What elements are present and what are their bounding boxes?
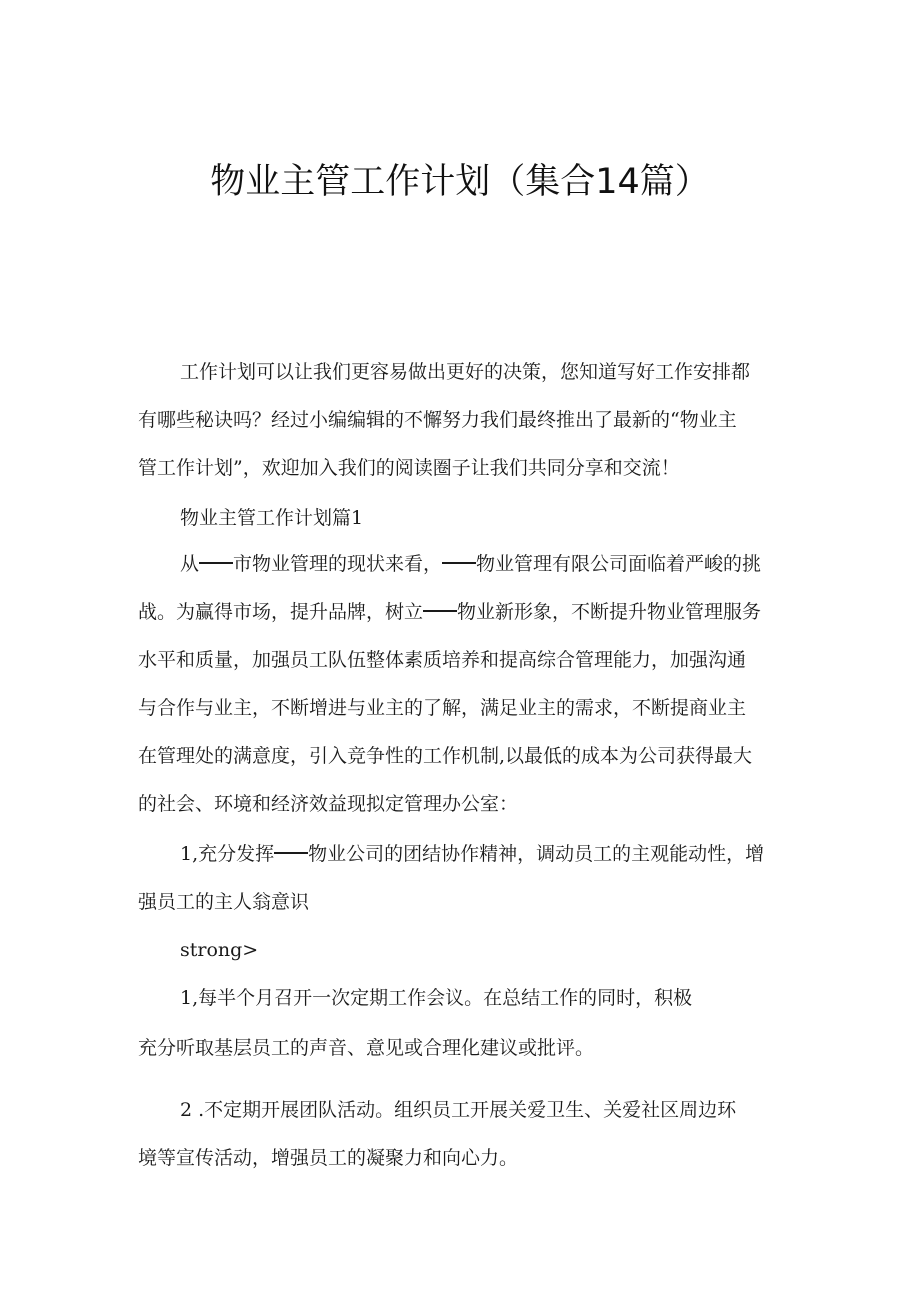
intro-line-2: 有哪些秘诀吗？经过小编编辑的不懈努力我们最终推出了最新的“物业主: [138, 409, 737, 431]
para1-line-6: 的社会、环境和经济效益现拟定管理办公室：: [138, 793, 519, 815]
sub2-line-1: 2 .不定期开展团队活动。组织员工开展关爱卫生、关爱社区周边环: [180, 1099, 737, 1121]
document-title: 物业主管工作计划（集合14篇）: [210, 162, 710, 202]
para1-line-1-part-c: 物业管理有限公司面临着严峻的挑: [476, 553, 762, 575]
para1-line-2-part-a: 战。为赢得市场，提升品牌，树立: [138, 601, 424, 623]
sub1-line-1: 1,每半个月召开一次定期工作会议。在总结工作的同时，积极: [180, 987, 693, 1009]
redacted-dash: [274, 852, 308, 854]
para1-line-3: 水平和质量，加强员工队伍整体素质培养和提高综合管理能力，加强沟通: [138, 649, 747, 671]
para1-line-1-part-b: 市物业管理的现状来看，: [233, 553, 443, 575]
para1-line-5: 在管理处的满意度，引入竞争性的工作机制,以最低的成本为公司获得最大: [138, 745, 753, 767]
redacted-dash: [442, 562, 476, 564]
para1-line-2-part-b: 物业新形象，不断提升物业管理服务: [457, 601, 762, 623]
para1-line-1-part-a: 从: [180, 553, 200, 575]
sub1-line-2: 充分听取基层员工的声音、意见或合理化建议或批评。: [138, 1037, 595, 1059]
para1-line-1: [180, 550, 761, 578]
sub2-line-2: 境等宣传活动，增强员工的凝聚力和向心力。: [138, 1147, 519, 1169]
redacted-dash: [423, 610, 457, 612]
intro-line-1: 工作计划可以让我们更容易做出更好的决策，您知道写好工作安排都: [180, 361, 751, 383]
stray-tag-text: strong>: [180, 939, 259, 961]
redacted-dash: [199, 562, 233, 564]
section-heading: 物业主管工作计划篇1: [180, 507, 364, 529]
item1-line-1-part-a: 1,充分发挥: [180, 843, 275, 865]
para1-line-2: [138, 598, 761, 626]
item1-line-1: [180, 840, 764, 868]
item1-line-2: 强员工的主人翁意识: [138, 891, 310, 913]
para1-line-4: 与合作与业主，不断增进与业主的了解，满足业主的需求，不断提商业主: [138, 697, 747, 719]
intro-line-3: 管工作计划”，欢迎加入我们的阅读圈子让我们共同分享和交流！: [138, 457, 680, 479]
item1-line-1-part-b: 物业公司的团结协作精神，调动员工的主观能动性，增: [308, 843, 765, 865]
